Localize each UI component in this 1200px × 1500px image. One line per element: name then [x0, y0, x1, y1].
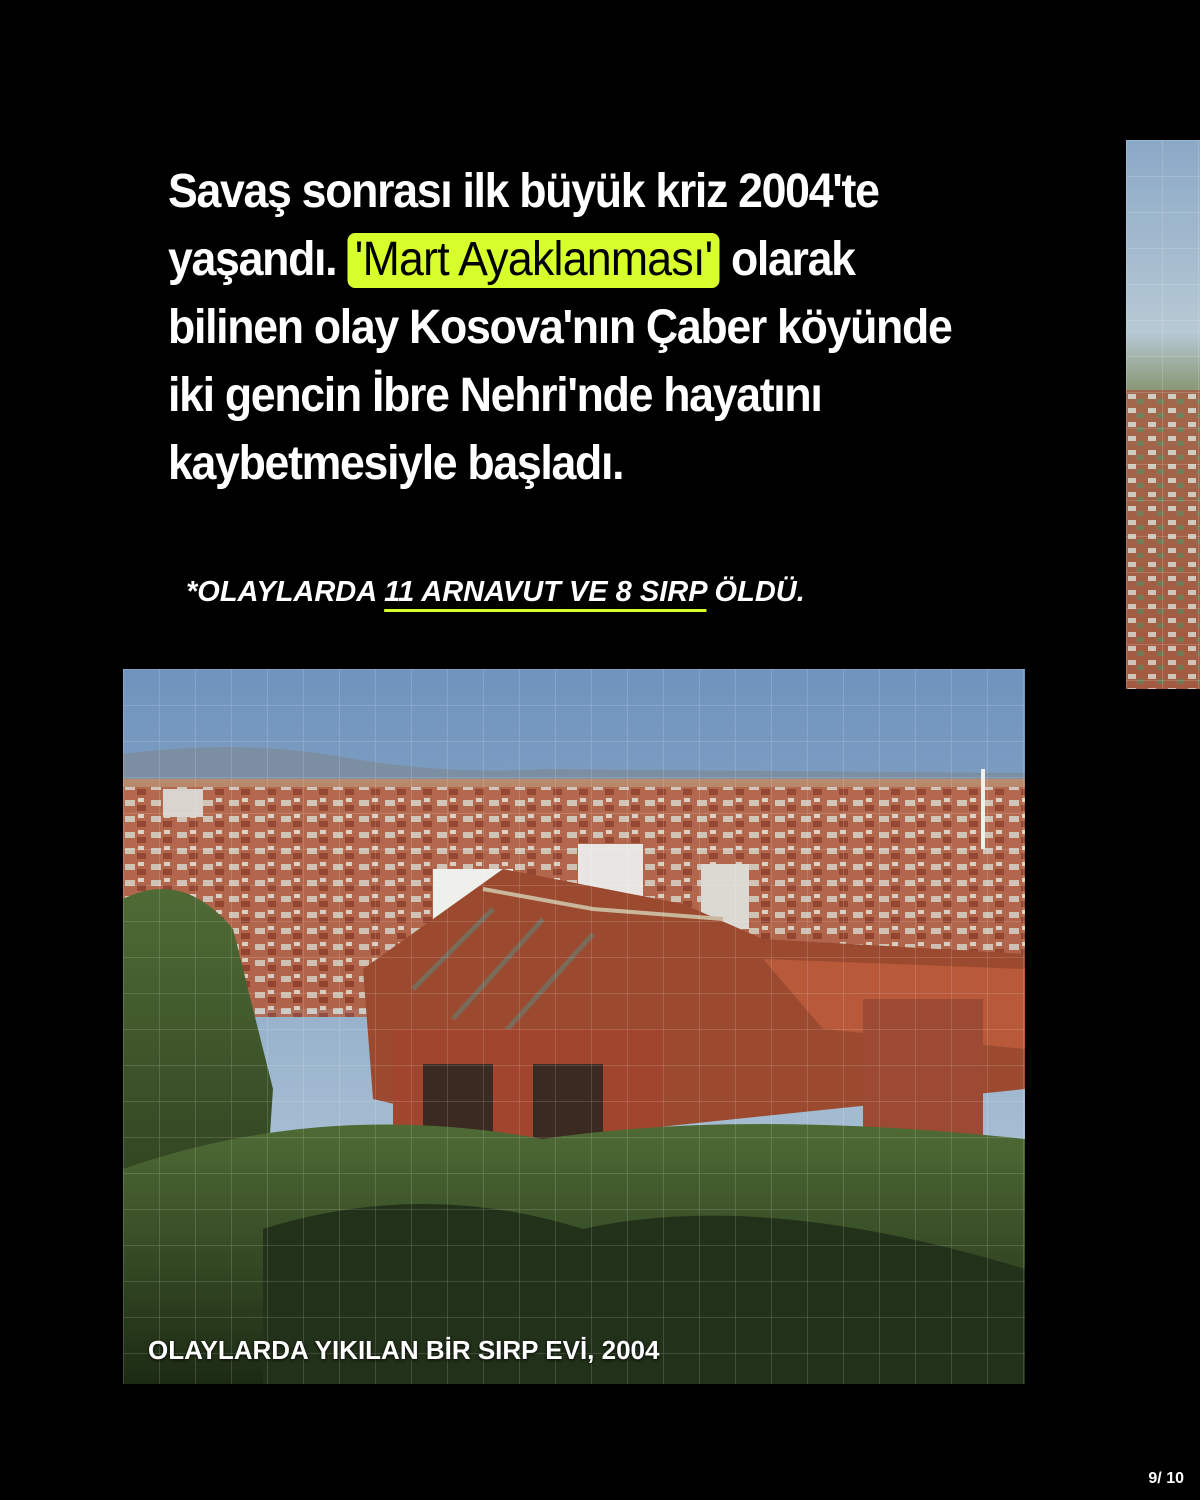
note-underlined: 11 ARNAVUT VE 8 SIRP — [384, 576, 707, 608]
casualty-note — [186, 572, 805, 612]
destroyed-house-photo — [123, 669, 1025, 1384]
headline-part-2: olarak bilinen olay Kosova'nın Çaber köyünde iki gencin İbre Nehri'nde hayatını kaybetmesiyle başladı. — [168, 233, 952, 490]
note-suffix: ÖLDÜ. — [714, 576, 805, 608]
photo-illustration — [123, 669, 1025, 1384]
headline-part-1: Savaş sonrası ilk büyük kriz 2004'te yaşandı. — [168, 165, 879, 286]
next-slide-image — [1126, 140, 1200, 689]
headline-highlight: 'Mart Ayaklanması' — [347, 233, 719, 288]
headline-text — [168, 158, 986, 498]
page-indicator: 9/ 10 — [1148, 1470, 1184, 1487]
note-prefix: *OLAYLARDA — [186, 576, 377, 608]
photo-caption: OLAYLARDA YIKILAN BİR SIRP EVİ, 2004 — [148, 1335, 660, 1365]
next-slide-preview — [1126, 140, 1200, 689]
